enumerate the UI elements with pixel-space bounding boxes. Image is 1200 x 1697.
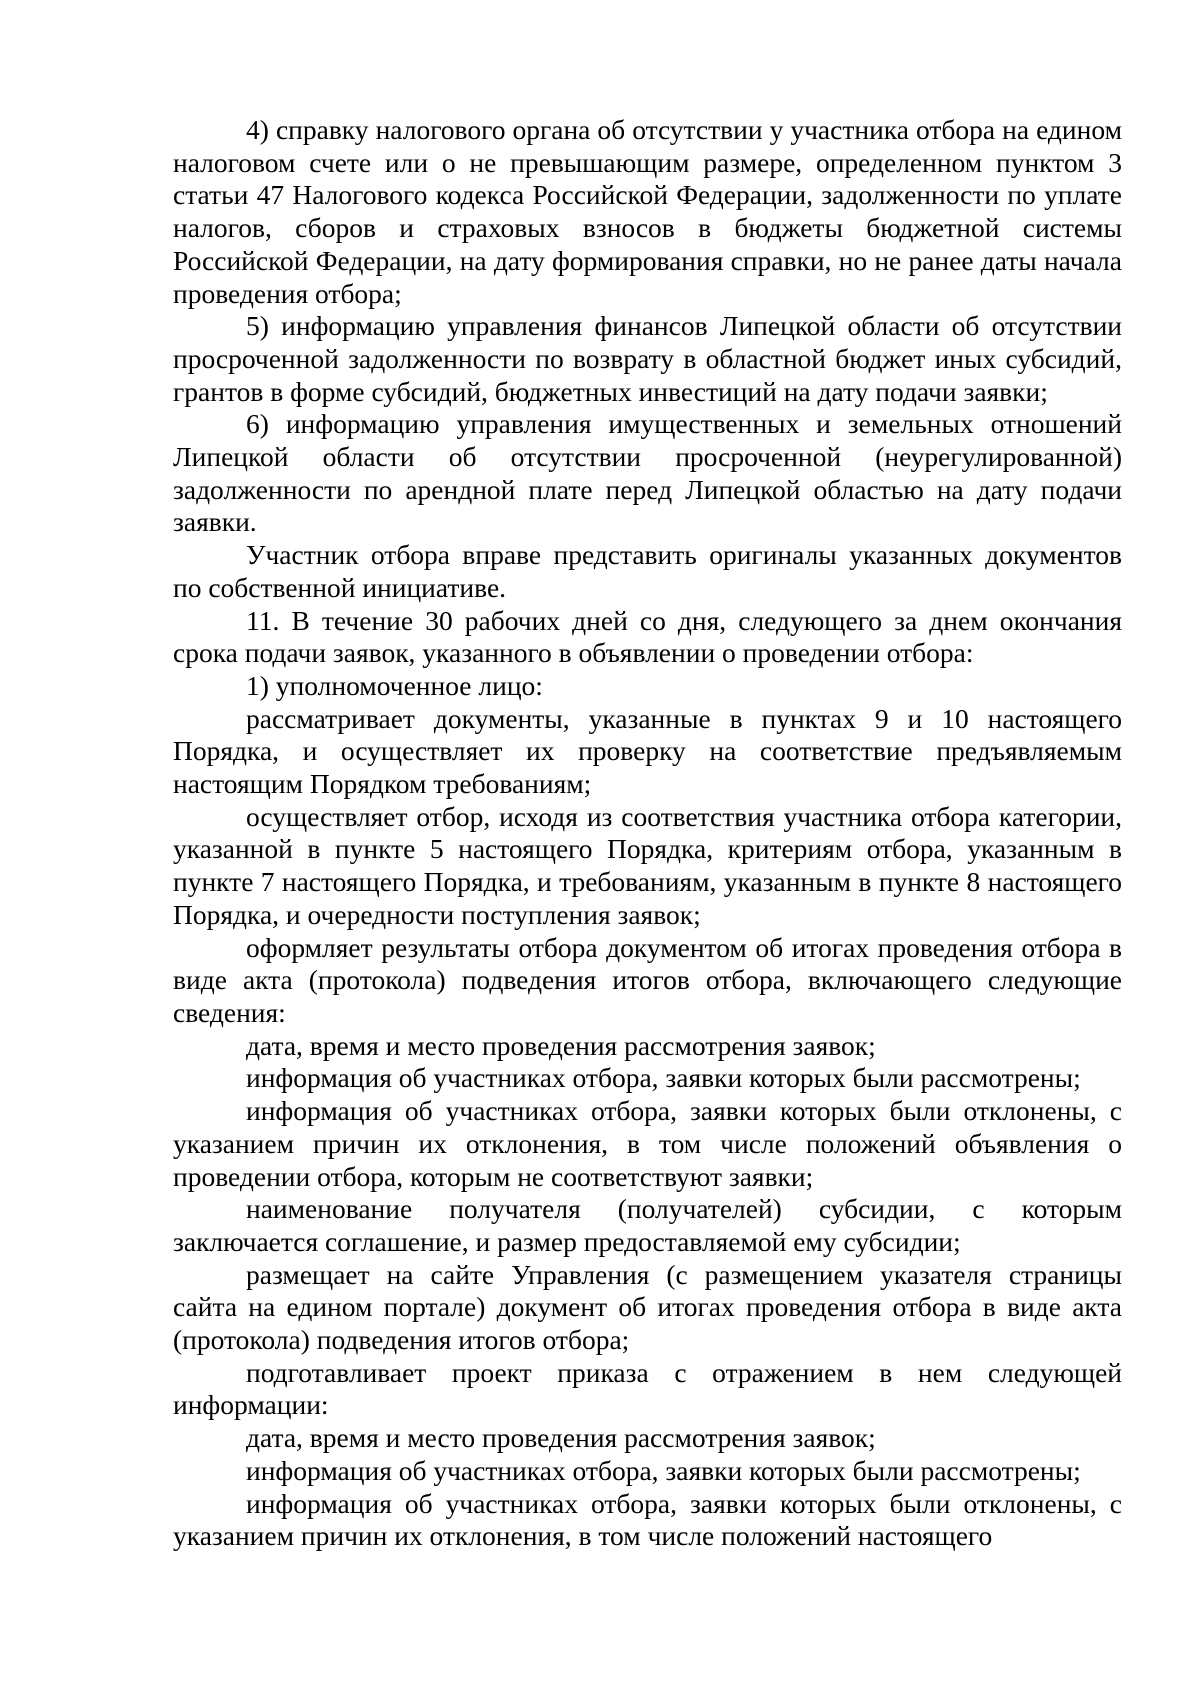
paragraph-originals-right: Участник отбора вправе представить оригиналы указанных документов по собственной инициативе. [173,539,1122,603]
paragraph-performs-selection: осуществляет отбор, исходя из соответствия участника отбора категории, указанной в пункте 5 настоящего Порядка, критериям отбора, указанным в пункте 7 настоящего Порядка, и требованиям, указанным в пункте 8 настоящего Порядка, и очередности поступления заявок; [173,800,1122,930]
document-body [173,114,1122,1553]
paragraph-clause-11: 11. В течение 30 рабочих дней со дня, следующего за днем окончания срока подачи заявок, указанного в объявлении о проведении отбора: [173,604,1122,669]
paragraph-date-time-place: дата, время и место проведения рассмотрения заявок; [246,1029,876,1061]
paragraph-reviewed-participants: информация об участниках отбора, заявки которых были рассмотрены; [246,1062,1081,1094]
paragraph-reviews-documents: рассматривает документы, указанные в пунктах 9 и 10 настоящего Порядка, и осуществляет их проверку на соответствие предъявляемым настоящим Порядком требованиям; [173,702,1122,800]
paragraph-date-time-place-2: дата, время и место проведения рассмотрения заявок; [246,1422,876,1454]
paragraph-publishes-results: размещает на сайте Управления (с размещением указателя страницы сайта на едином портале) документ об итогах проведения отбора в виде акта (протокола) подведения итогов отбора; [173,1258,1122,1356]
paragraph-item-6-property-info: 6) информацию управления имущественных и земельных отношений Липецкой области об отсутствии просроченной (неурегулированной) задолженности по арендной плате перед Липецкой областью на дату подачи заявки. [173,408,1122,538]
paragraph-rejected-participants: информация об участниках отбора, заявки которых были отклонены, с указанием причин их отклонения, в том числе положений объявления о проведении отбора, которым не соответствуют заявки; [173,1095,1122,1192]
paragraph-item-5-finance-info: 5) информацию управления финансов Липецкой области об отсутствии просроченной задолженности по возврату в областной бюджет иных субсидий, грантов в форме субсидий, бюджетных инвестиций на дату подачи заявки; [173,310,1122,407]
paragraph-recipient-name: наименование получателя (получателей) субсидии, с которым заключается соглашение, и размер предоставляемой ему субсидии; [173,1193,1122,1257]
paragraph-formalizes-results: оформляет результаты отбора документом об итогах проведения отбора в виде акта (протокола) подведения итогов отбора, включающего следующие сведения: [173,931,1122,1028]
paragraph-authorized-person: 1) уполномоченное лицо: [246,669,543,701]
paragraph-rejected-participants-2: информация об участниках отбора, заявки которых были отклонены, с указанием причин их отклонения, в том числе положений настоящего [173,1487,1122,1552]
paragraph-item-4-tax-certificate: 4) справку налогового органа об отсутствии у участника отбора на едином налоговом счете или о не превышающим размере, определенном пунктом 3 статьи 47 Налогового кодекса Российской Федерации, задолженности по уплате налогов, сборов и страховых взносов в бюджеты бюджетной системы Российской Федерации, на дату формирования справки, но не ранее даты начала проведения отбора; [173,114,1122,309]
paragraph-prepares-order: подготавливает проект приказа с отражением в нем следующей информации: [173,1356,1122,1421]
paragraph-reviewed-participants-2: информация об участниках отбора, заявки которых были рассмотрены; [246,1454,1081,1486]
